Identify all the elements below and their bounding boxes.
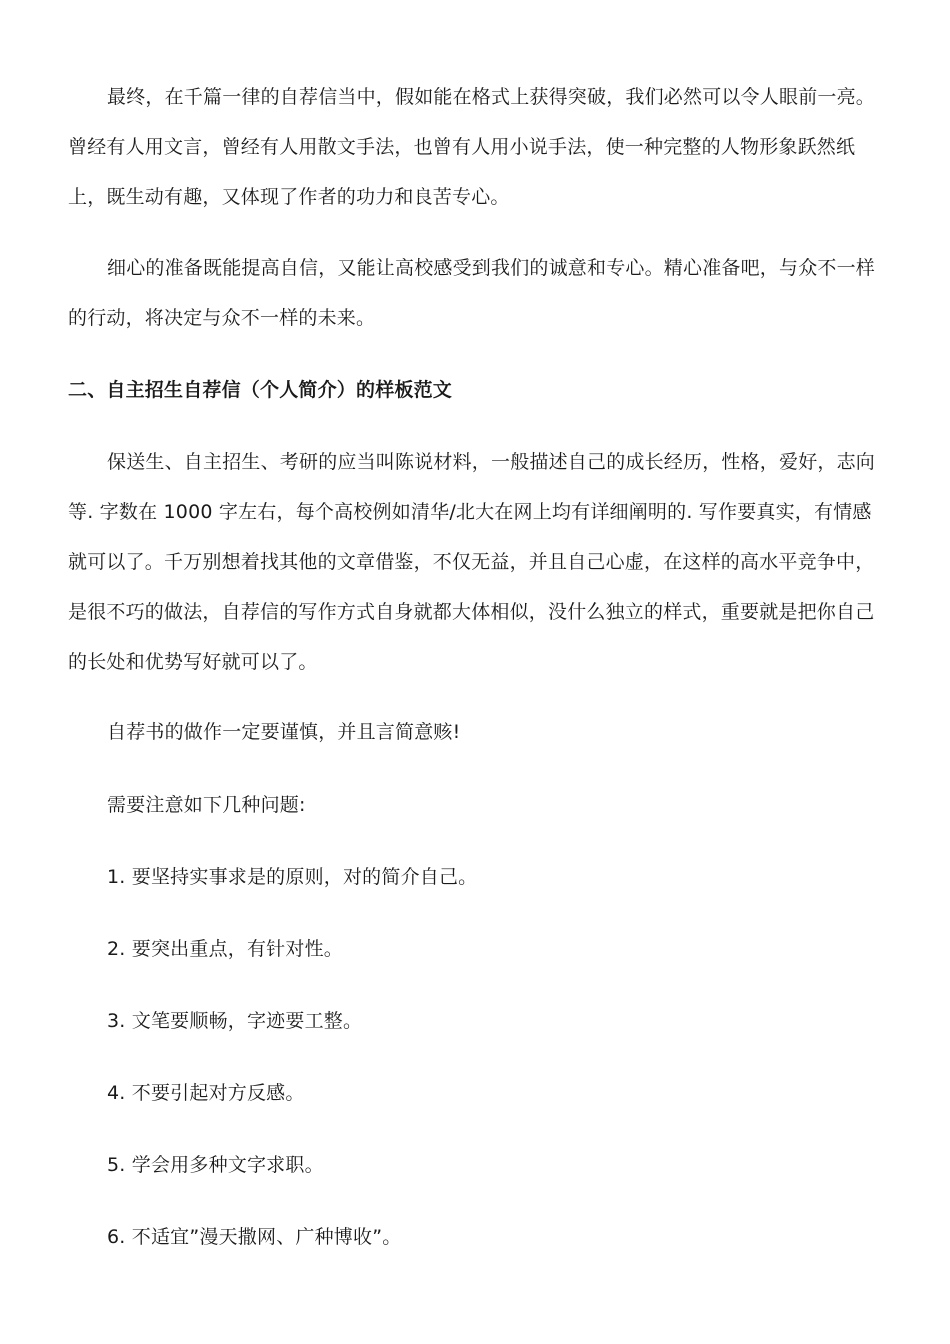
- list-item: 1. 要坚持实事求是的原则，对的简介自己。: [107, 866, 478, 888]
- list-item: 5. 学会用多种文字求职。: [107, 1154, 324, 1176]
- section-heading: 二、自主招生自荐信（个人简介）的样板范文: [68, 379, 453, 401]
- paragraph-format-breakthrough: 最终，在千篇一律的自荐信当中，假如能在格式上获得突破，我们必然可以令人眼前一亮。曾经有人用文言，曾经有人用散文手法，也曾有人用小说手法，使一种完整的人物形象跃然纸上，既生动有趣，又体现了作者的功力和良苦专心。: [68, 86, 876, 208]
- list-item: 6. 不适宜”漫天撒网、广种博收”。: [107, 1226, 402, 1248]
- paragraph-caution: 自荐书的做作一定要谨慎，并且言简意赅!: [107, 721, 461, 743]
- paragraph-careful-preparation: 细心的准备既能提高自信，又能让高校感受到我们的诚意和专心。精心准备吧，与众不一样的行动，将决定与众不一样的未来。: [68, 257, 876, 329]
- list-item: 3. 文笔要顺畅，字迹要工整。: [107, 1010, 363, 1032]
- paragraph-statement-material: 保送生、自主招生、考研的应当叫陈说材料，一般描述自己的成长经历，性格，爱好，志向等. 字数在 1000 字左右，每个高校例如清华/北大在网上均有详细阐明的. 写作要真实，有情感就可以了。千万别想着找其他的文章借鉴，不仅无益，并且自己心虚，在这样的高水平竞争中，是很不巧的做法，自荐信的写作方式自身就都大体相似，没什么独立的样式，重要就是把你自己的长处和优势写好就可以了。: [68, 451, 876, 673]
- paragraph-issues-intro: 需要注意如下几种问题:: [107, 794, 306, 816]
- list-item: 4. 不要引起对方反感。: [107, 1082, 305, 1104]
- list-item: 2. 要突出重点，有针对性。: [107, 938, 343, 960]
